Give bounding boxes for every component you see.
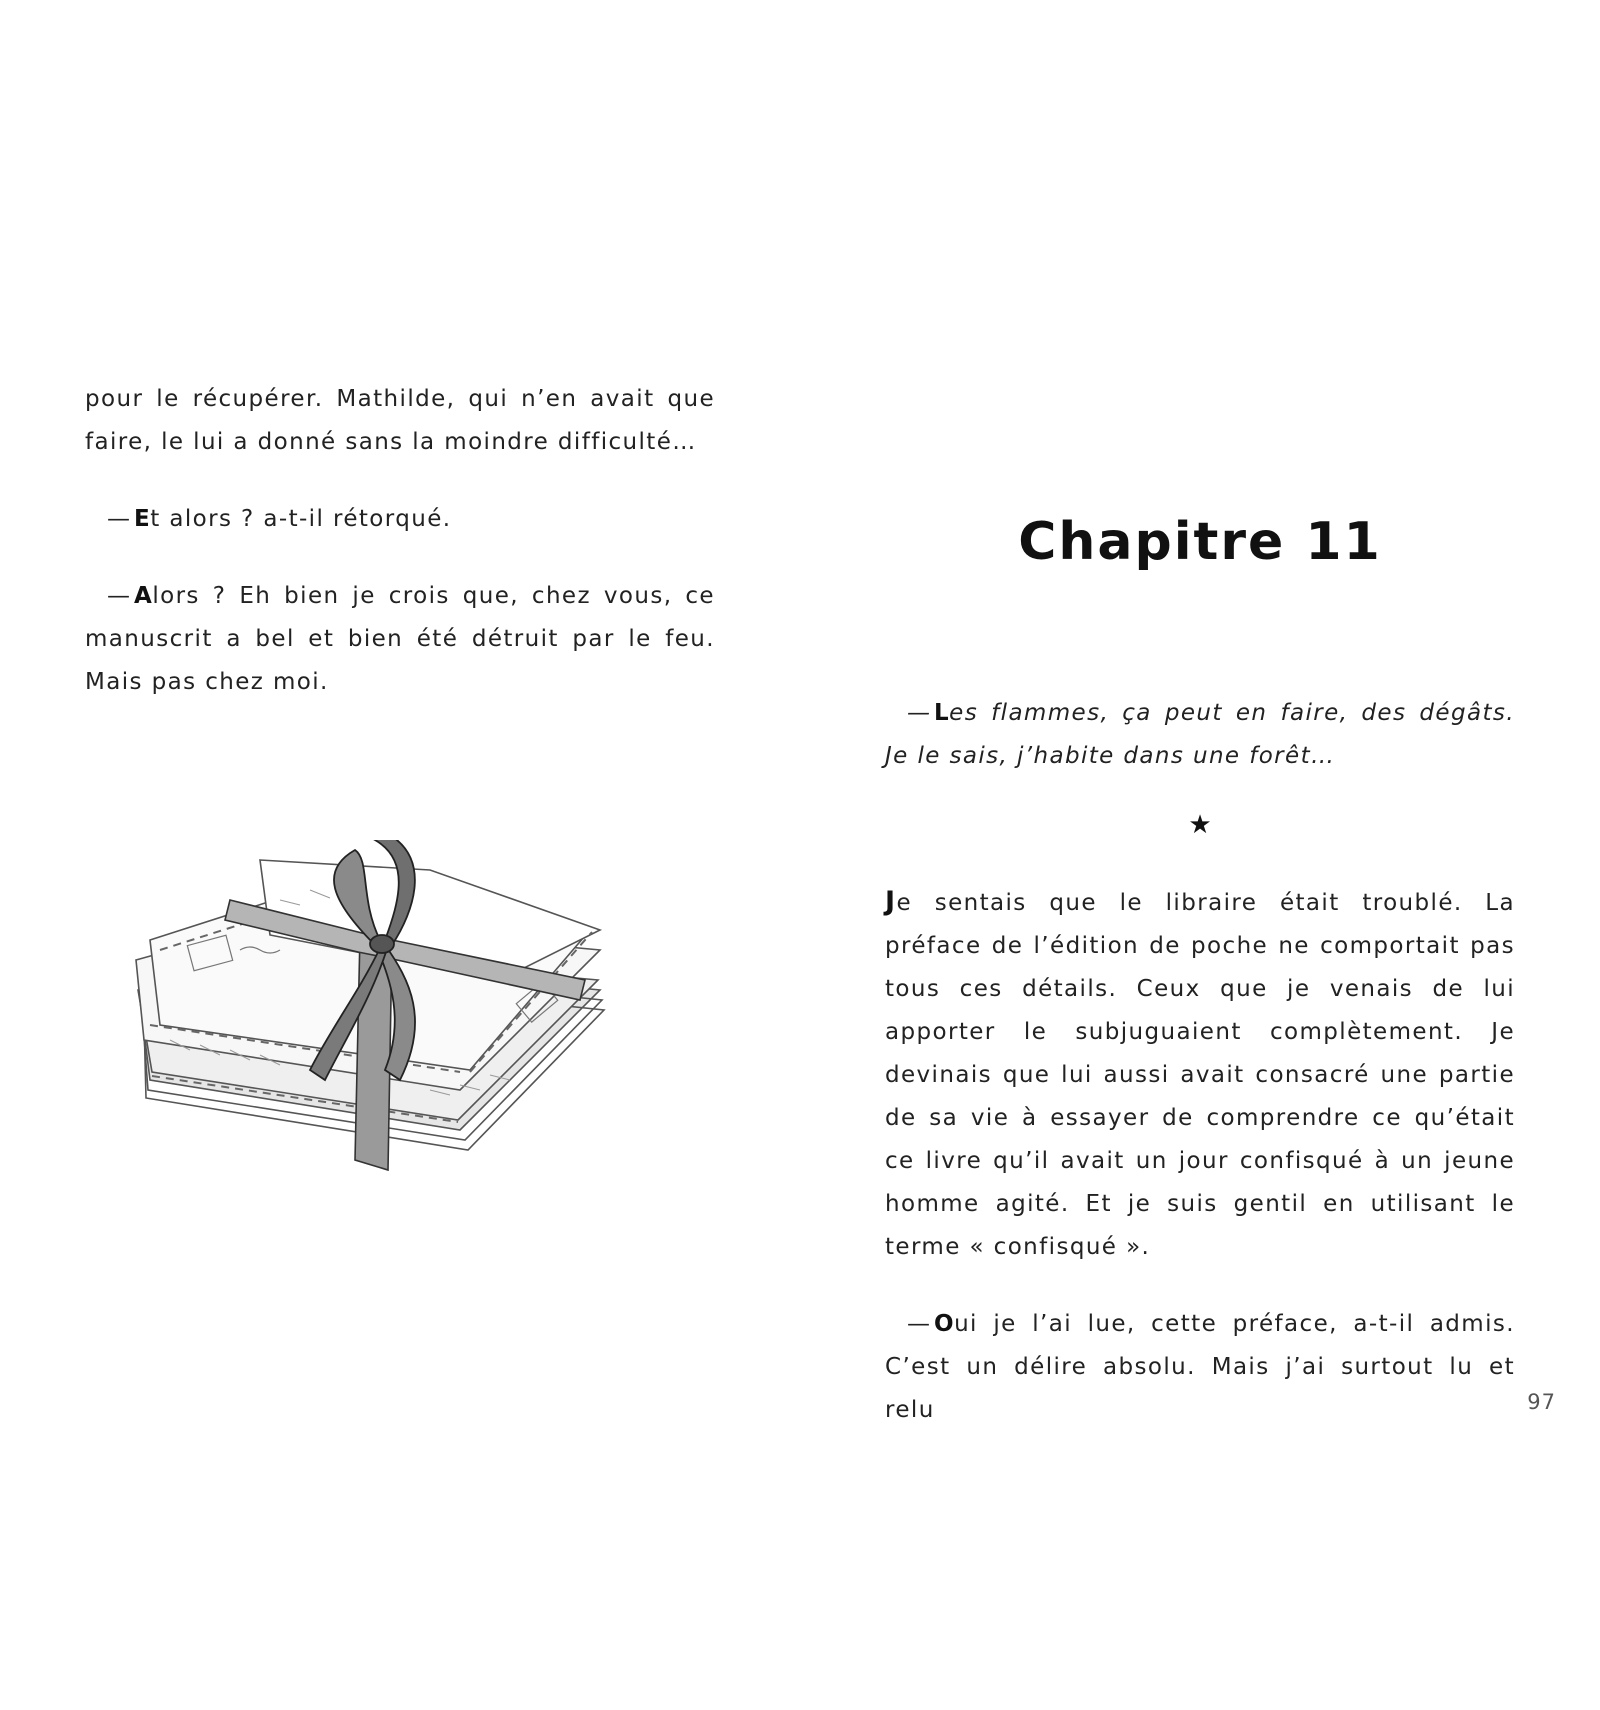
chapter-body: [885, 880, 1515, 1432]
paragraph-text: e sentais que le libraire était troublé. La préface de l’édition de poche ne comportait pas tous ces détails. Ceux que je venais de lui apporter le subjuguaient complètement. Je devinais que lui aussi avait consacré une partie de sa vie à essayer de comprendre ce qu’était ce livre qu’il avait un jour confisqué à un jeune homme agité. Et je suis gentil en utilisant le terme « confisqué ».: [885, 890, 1515, 1260]
body-paragraph: [885, 880, 1515, 1269]
dialogue-paragraph: [85, 575, 715, 704]
initial-letter: L: [934, 700, 950, 726]
dialogue-dash: —: [107, 506, 130, 532]
dialogue-paragraph: [885, 1303, 1515, 1432]
initial-letter: O: [934, 1311, 955, 1337]
dialogue-paragraph: [885, 692, 1515, 778]
paragraph-text: ui je l’ai lue, cette préface, a-t-il admis. C’est un délire absolu. Mais j’ai surtout lu et relu: [885, 1311, 1515, 1423]
left-page-text: [85, 378, 715, 704]
star-separator-icon: ★: [1188, 810, 1212, 840]
right-page: [800, 0, 1600, 1710]
initial-letter: J: [885, 886, 897, 917]
initial-letter: A: [134, 583, 153, 609]
dialogue-dash: —: [907, 1311, 930, 1337]
letters-bundle-illustration: [130, 840, 670, 1190]
page-number: 97: [1527, 1390, 1556, 1414]
dialogue-paragraph: [85, 498, 715, 541]
dialogue-dash: —: [907, 700, 930, 726]
epigraph: [885, 692, 1515, 778]
chapter-title: Chapitre 11: [1018, 512, 1382, 572]
paragraph-text: es flammes, ça peut en faire, des dégâts. Je le sais, j’habite dans une forêt…: [885, 700, 1515, 769]
paragraph-text: t alors ? a-t-il rétorqué.: [150, 506, 452, 532]
paragraph-text: pour le récupérer. Mathilde, qui n’en avait que faire, le lui a donné sans la moindre difficulté…: [85, 386, 715, 455]
dialogue-dash: —: [107, 583, 130, 609]
initial-letter: E: [134, 506, 151, 532]
paragraph-continuation: [85, 378, 715, 464]
paragraph-text: lors ? Eh bien je crois que, chez vous, ce manuscrit a bel et bien été détruit par le feu. Mais pas chez moi.: [85, 583, 715, 695]
